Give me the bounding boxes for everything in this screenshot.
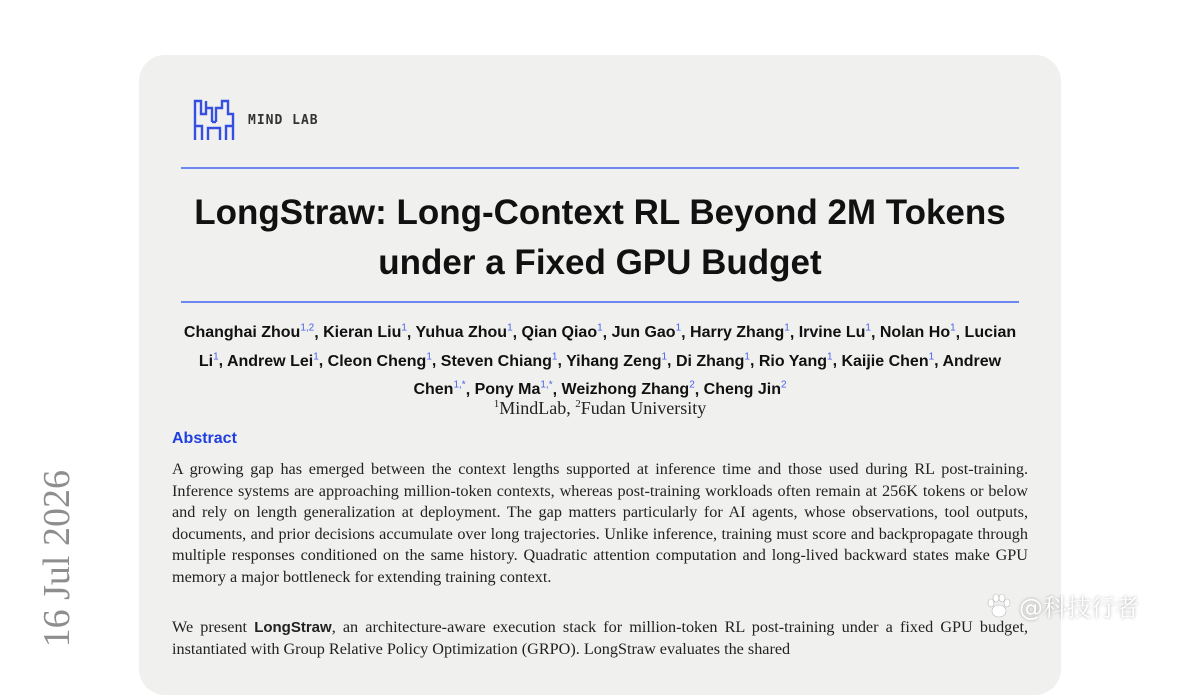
abstract-heading: Abstract <box>172 430 237 447</box>
arxiv-side-date <box>36 470 78 648</box>
author-affiliation-mark: 1 <box>551 351 558 363</box>
author <box>441 353 558 370</box>
author-name: Lucian Li <box>198 324 1017 370</box>
author-name: Qian Qiao <box>521 324 598 342</box>
author <box>566 353 667 370</box>
mind-lab-logo <box>192 98 319 142</box>
author <box>416 324 513 341</box>
p2-system-name: LongStraw <box>254 619 332 636</box>
author-affiliation-mark: 1,2 <box>300 323 315 334</box>
author-name: Weizhong Zhang <box>561 380 690 398</box>
author-affiliation-mark: 1 <box>507 323 513 334</box>
mind-lab-logo-icon <box>192 98 236 142</box>
title-rule-bottom <box>181 301 1019 303</box>
author-name: Andrew Lei <box>226 352 314 370</box>
affiliation-name: Fudan University <box>580 398 707 418</box>
title-rule-top <box>181 167 1019 169</box>
author-affiliation-mark: 1 <box>865 323 871 334</box>
author <box>759 353 833 370</box>
author <box>522 324 603 341</box>
author <box>841 353 934 370</box>
paw-icon <box>985 592 1013 620</box>
abstract-paragraph-2 <box>172 617 1028 660</box>
author-affiliation-mark: 1 <box>661 351 668 363</box>
author <box>880 324 956 341</box>
paper-title <box>160 188 1040 288</box>
author-affiliation-mark: 1 <box>426 351 432 363</box>
affiliation-mark: 1 <box>493 398 500 410</box>
author <box>704 381 787 398</box>
title-line-2: under a Fixed GPU Budget <box>378 243 822 282</box>
side-date-text: 16 Jul 2026 <box>36 470 78 648</box>
author-affiliation-mark: 1 <box>313 351 319 363</box>
author <box>328 353 432 370</box>
author-affiliation-mark: 1 <box>597 323 603 334</box>
author-affiliation-mark: 1 <box>744 351 750 363</box>
watermark <box>985 588 1139 623</box>
author <box>227 353 319 370</box>
author <box>676 353 750 370</box>
author-affiliation-mark: 1 <box>401 323 407 334</box>
author-affiliation-mark: 1 <box>213 351 219 363</box>
author-affiliation-mark: 1 <box>784 323 790 334</box>
author-affiliation-mark: 1 <box>675 323 682 334</box>
p2-text-before: We present <box>172 618 255 636</box>
author-name: Yuhua Zhou <box>415 324 508 342</box>
affiliation-mark: 2 <box>575 398 581 410</box>
author-name: Di Zhang <box>675 352 745 370</box>
affiliation <box>494 398 567 418</box>
author-name: Jun Gao <box>611 324 676 342</box>
author-affiliation-mark: 1 <box>950 323 956 334</box>
author-name: Pony Ma <box>474 380 541 398</box>
author-list: Changhai Zhou$^{1,2}$, Kieran Liu$^1$, Yuhua Zhou$^1$, Qian Qiao$^1$, Jun Gao$^1$, Harry Zhang$^1$, Irvine Lu$^1$, Nolan Ho$^1$, Lucian Li$^1$, Andrew Lei$^1$, Cleon Cheng$^1$, Steven Chiang$^1$, Yihang Zeng$^1$, Di Zhang$^1$, Rio Yang$^1$, Kaijie Chen$^1$, Andrew Chen$^{1,*}$, Pony $Ma^{1,*}$, Weizhong Zhang$^2$, Cheng Jin$^2$ <box>183 323 1017 398</box>
author-name: Kieran Liu <box>323 324 402 342</box>
author-name: Harry Zhang <box>690 324 785 342</box>
author <box>690 324 790 341</box>
author-name: Changhai Zhou <box>183 324 301 342</box>
author-affiliation-mark: 1,* <box>540 379 553 391</box>
author-affiliation-mark: 2 <box>780 379 787 391</box>
author <box>323 324 407 341</box>
author-name: Cleon Cheng <box>327 352 427 370</box>
watermark-text: @科技行者 <box>1019 594 1139 622</box>
author-name: Irvine Lu <box>798 324 866 342</box>
logo-text: MIND LAB <box>248 112 319 128</box>
title-line-1: LongStraw: Long-Context RL Beyond 2M Tokens <box>194 193 1006 232</box>
author-affiliation-mark: 1,* <box>453 379 466 391</box>
author <box>799 324 871 341</box>
author-name: Kaijie Chen <box>841 352 929 370</box>
author-name: Steven Chiang <box>440 352 552 370</box>
author-name: Rio Yang <box>758 352 827 370</box>
abstract-paragraph-1: A growing gap has emerged between the context lengths supported at inference time and those used during RL post-training. Inference systems are approaching million-token contexts, whereas post-training workloads often remain at 256K tokens or below and rely on length generalization at deployment. The gap matters particularly for AI agents, whose observations, tool outputs, documents, and prior decisions accumulate over long trajectories. Unlike inference, training must score and backpropagate through multiple responses conditioned on the same history. Quadratic attention computation and long-lived backward states make GPU memory a major bottleneck for extending training context. <box>172 460 1028 586</box>
author <box>562 381 695 398</box>
author-affiliation-mark: 2 <box>689 379 695 391</box>
author <box>612 324 682 341</box>
author-name: Andrew Chen <box>413 352 1002 398</box>
author-name: Cheng Jin <box>703 380 781 398</box>
affiliations: $^1$MindLab, $^2$Fudan University <box>493 398 707 418</box>
author <box>184 324 314 341</box>
author-name: Yihang Zeng <box>566 352 662 370</box>
author-affiliation-mark: 1 <box>827 351 833 363</box>
p2-text-after: , an architecture-aware execution stack for million-token RL post-training under a fixed GPU budget, instantiated with Group Relative Policy Optimization (GRPO). LongStraw evaluates the shared <box>172 618 1028 658</box>
author-name: Nolan Ho <box>879 324 951 342</box>
affiliation <box>575 398 706 418</box>
author <box>475 381 553 398</box>
author-affiliation-mark: 1 <box>928 351 935 363</box>
affiliation-name: MindLab <box>499 398 567 418</box>
